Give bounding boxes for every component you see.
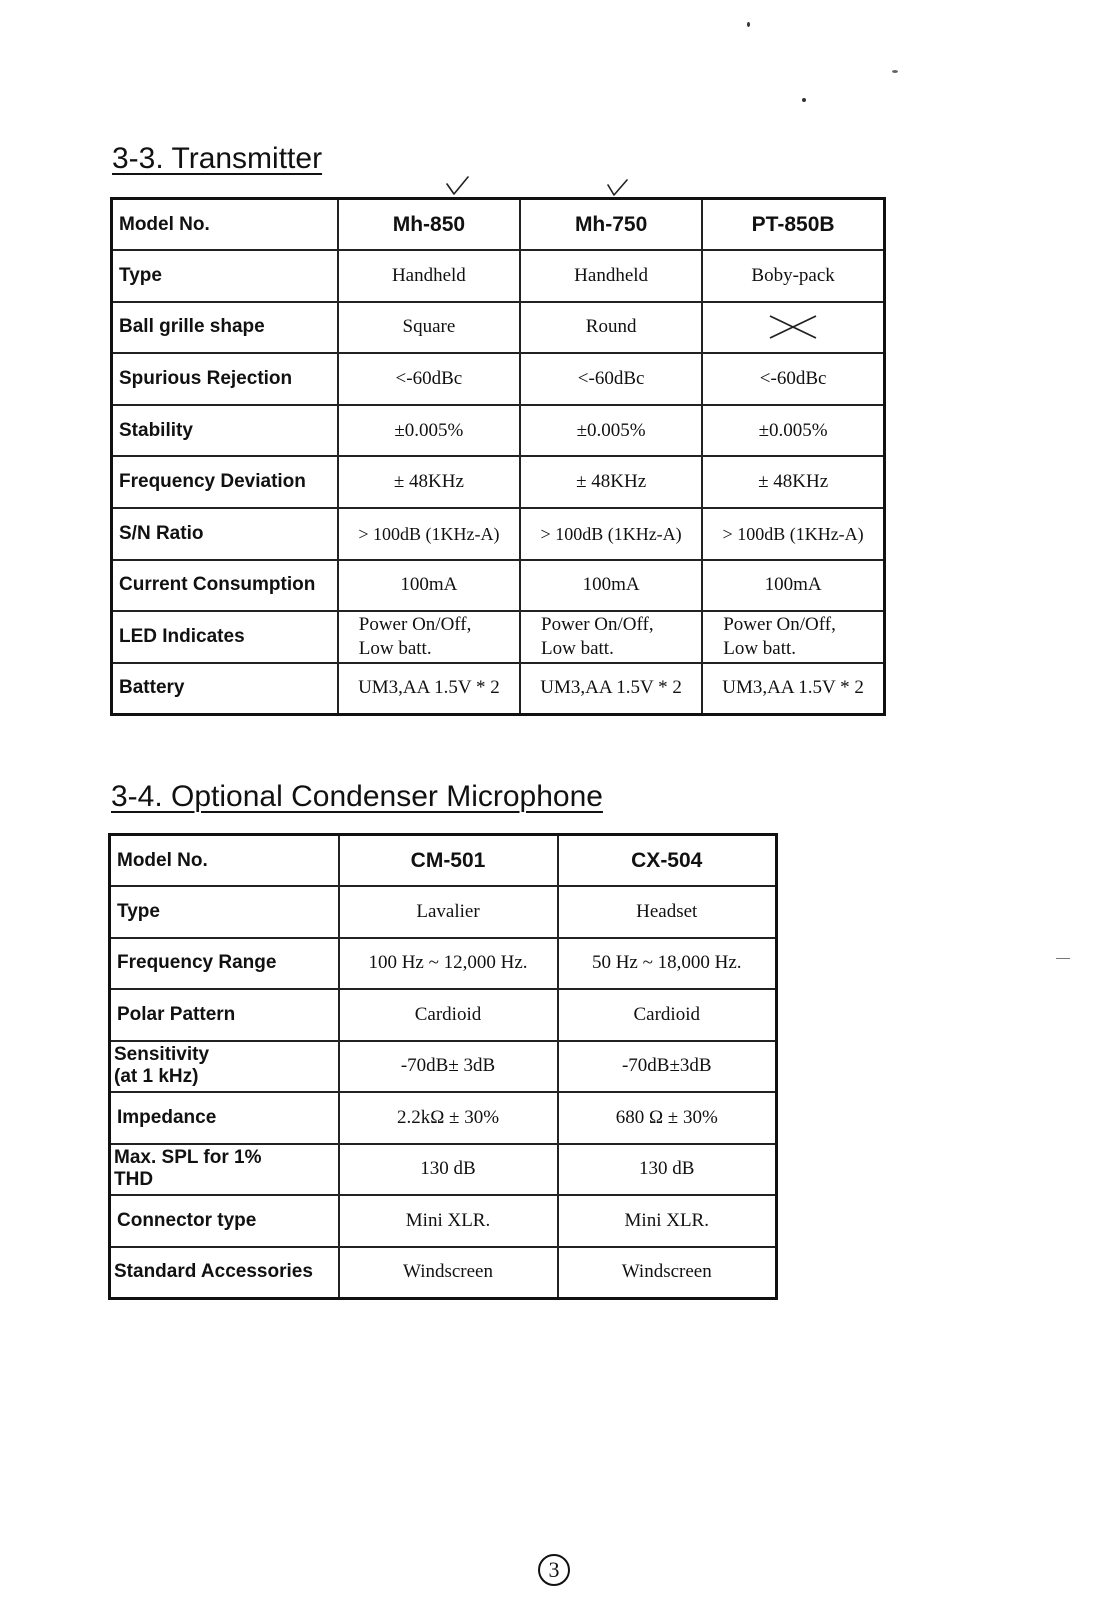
- section-title-microphone: 3-4. Optional Condenser Microphone: [111, 780, 603, 813]
- spec-value: [338, 611, 520, 663]
- spec-value: 50 Hz ~ 18,000 Hz.: [558, 938, 777, 990]
- spec-value: > 100dB (1KHz-A): [520, 508, 702, 560]
- table-row: [112, 611, 885, 663]
- row-label: LED Indicates: [112, 611, 338, 663]
- spec-value: Cardioid: [558, 989, 777, 1041]
- spec-value: > 100dB (1KHz-A): [338, 508, 520, 560]
- model-name: CM-501: [339, 835, 558, 887]
- table-header-row: [110, 835, 777, 887]
- table-row: [112, 663, 885, 715]
- spec-value: UM3,AA 1.5V * 2: [338, 663, 520, 715]
- table-row: [110, 1092, 777, 1144]
- table-row: [110, 1144, 777, 1196]
- spec-value-line: Low batt.: [541, 638, 614, 660]
- header-label: Model No.: [112, 199, 338, 251]
- row-label-line: Sensitivity: [114, 1044, 210, 1066]
- spec-value: UM3,AA 1.5V * 2: [702, 663, 884, 715]
- spec-value: ±0.005%: [520, 405, 702, 457]
- header-label: Model No.: [110, 835, 339, 887]
- spec-value: -70dB±3dB: [558, 1041, 777, 1093]
- cross-mark-icon: [767, 313, 819, 341]
- row-label-line: Max. SPL for 1%: [114, 1147, 262, 1169]
- spec-value: UM3,AA 1.5V * 2: [520, 663, 702, 715]
- row-label: Type: [110, 886, 339, 938]
- spec-value: Handheld: [520, 250, 702, 302]
- spec-value: Square: [338, 302, 520, 354]
- row-label: Impedance: [110, 1092, 339, 1144]
- spec-value: > 100dB (1KHz-A): [702, 508, 884, 560]
- spec-value: <-60dBc: [338, 353, 520, 405]
- row-label: Ball grille shape: [112, 302, 338, 354]
- table-row: [110, 886, 777, 938]
- model-name: PT-850B: [702, 199, 884, 251]
- spec-value: Handheld: [338, 250, 520, 302]
- table-header-row: [112, 199, 885, 251]
- spec-value: 100 Hz ~ 12,000 Hz.: [339, 938, 558, 990]
- row-label: S/N Ratio: [112, 508, 338, 560]
- scan-speck: [892, 70, 898, 73]
- spec-value: Round: [520, 302, 702, 354]
- spec-value: <-60dBc: [702, 353, 884, 405]
- row-label-line: THD: [114, 1169, 154, 1191]
- table-row: [112, 405, 885, 457]
- spec-value: <-60dBc: [520, 353, 702, 405]
- model-name: CX-504: [558, 835, 777, 887]
- spec-value-line: Power On/Off,: [358, 614, 472, 636]
- scan-speck: [747, 22, 750, 27]
- microphone-spec-table: [108, 833, 778, 1300]
- row-label: Frequency Deviation: [112, 456, 338, 508]
- model-name: Mh-750: [520, 199, 702, 251]
- table-row: [110, 1041, 777, 1093]
- table-row: [110, 989, 777, 1041]
- spec-value-line: Low batt.: [358, 638, 432, 660]
- spec-value: ± 48KHz: [520, 456, 702, 508]
- check-mark-icon: [446, 176, 470, 196]
- model-name: Mh-850: [338, 199, 520, 251]
- spec-value: 100mA: [338, 560, 520, 612]
- table-row: [112, 302, 885, 354]
- spec-value: 680 Ω ± 30%: [558, 1092, 777, 1144]
- scan-mark: [1056, 958, 1070, 959]
- spec-value: 100mA: [520, 560, 702, 612]
- row-label: Battery: [112, 663, 338, 715]
- table-row: [110, 938, 777, 990]
- spec-value-line: Power On/Off,: [723, 614, 836, 636]
- table-row: [112, 250, 885, 302]
- spec-value: ±0.005%: [702, 405, 884, 457]
- table-row: [112, 353, 885, 405]
- row-label: Frequency Range: [110, 938, 339, 990]
- row-label: Standard Accessories: [110, 1247, 339, 1299]
- spec-value: Lavalier: [339, 886, 558, 938]
- spec-value: -70dB± 3dB: [339, 1041, 558, 1093]
- spec-value: Headset: [558, 886, 777, 938]
- table-row: [110, 1195, 777, 1247]
- spec-value: Windscreen: [339, 1247, 558, 1299]
- spec-value: ±0.005%: [338, 405, 520, 457]
- spec-value-line: Power On/Off,: [541, 614, 654, 636]
- table-row: [110, 1247, 777, 1299]
- spec-value: 130 dB: [558, 1144, 777, 1196]
- row-label: Current Consumption: [112, 560, 338, 612]
- spec-value: ± 48KHz: [702, 456, 884, 508]
- row-label: Connector type: [110, 1195, 339, 1247]
- spec-value: [520, 611, 702, 663]
- row-label: Stability: [112, 405, 338, 457]
- spec-value: Mini XLR.: [558, 1195, 777, 1247]
- row-label: Type: [112, 250, 338, 302]
- spec-value: 130 dB: [339, 1144, 558, 1196]
- row-label: [110, 1041, 339, 1093]
- spec-value: 2.2kΩ ± 30%: [339, 1092, 558, 1144]
- row-label-line: (at 1 kHz): [114, 1066, 199, 1088]
- spec-value: Boby-pack: [702, 250, 884, 302]
- row-label: Polar Pattern: [110, 989, 339, 1041]
- page-number: 3: [538, 1554, 570, 1586]
- check-mark-icon: [607, 178, 631, 198]
- spec-value: ± 48KHz: [338, 456, 520, 508]
- transmitter-spec-table: [110, 197, 886, 716]
- row-label: Spurious Rejection: [112, 353, 338, 405]
- spec-value: Windscreen: [558, 1247, 777, 1299]
- spec-value: 100mA: [702, 560, 884, 612]
- spec-value: [702, 611, 884, 663]
- spec-value: Mini XLR.: [339, 1195, 558, 1247]
- section-title-transmitter: 3-3. Transmitter: [112, 142, 323, 175]
- spec-value-line: Low batt.: [723, 638, 797, 660]
- table-row: [112, 456, 885, 508]
- scan-speck: [802, 98, 806, 102]
- table-row: [112, 560, 885, 612]
- row-label: [110, 1144, 339, 1196]
- table-row: [112, 508, 885, 560]
- spec-value-not-applicable: [702, 302, 884, 354]
- spec-value: Cardioid: [339, 989, 558, 1041]
